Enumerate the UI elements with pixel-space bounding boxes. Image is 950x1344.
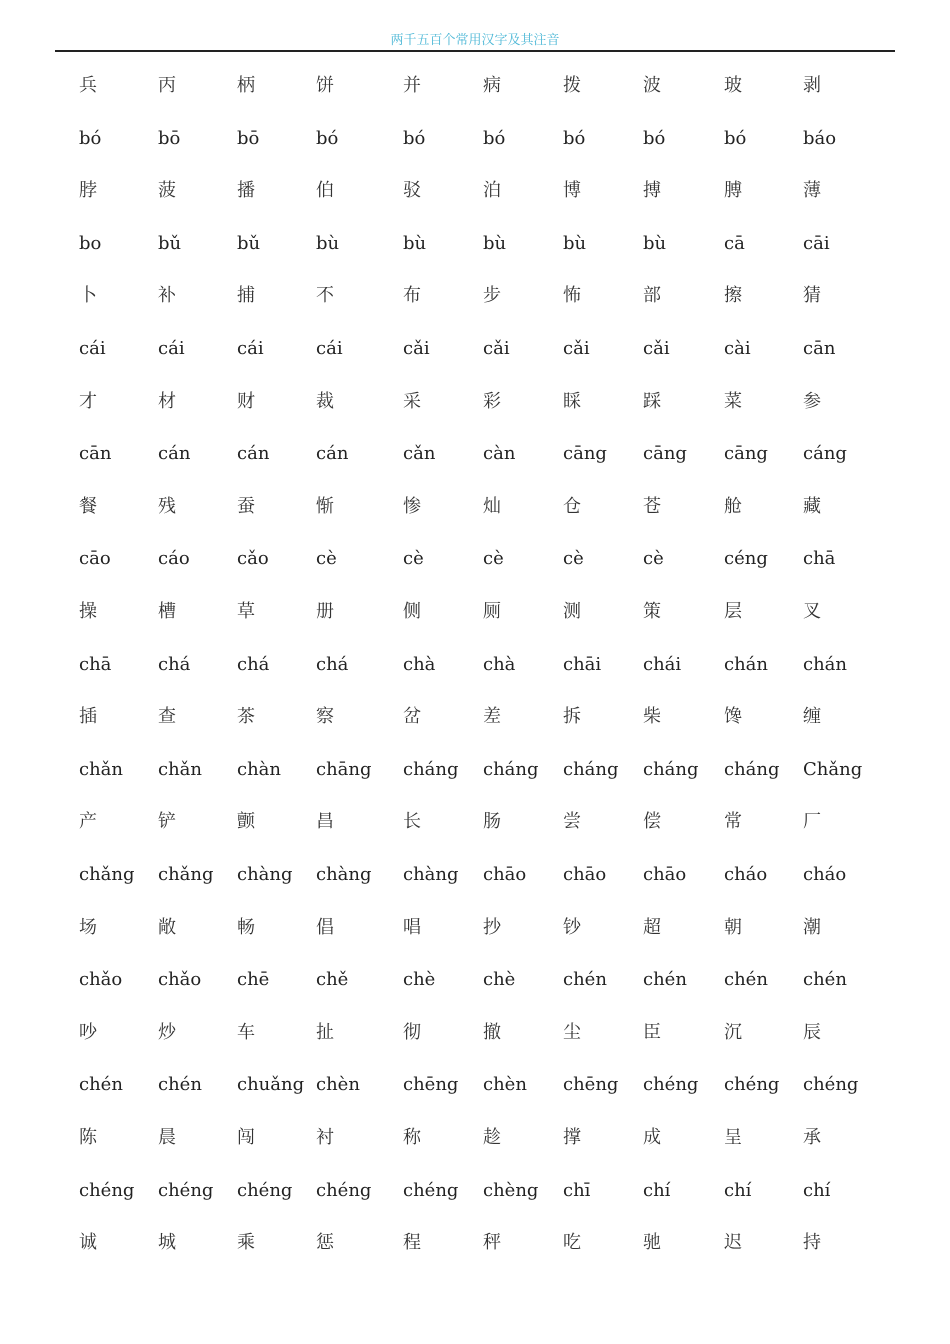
pinyin-cell: cāo	[79, 548, 111, 569]
pinyin-row	[0, 127, 950, 157]
pinyin-cell: cǎi	[483, 338, 510, 359]
hanzi-cell: 兵	[79, 75, 97, 96]
pinyin-cell: chéng	[643, 1074, 699, 1095]
pinyin-cell: cán	[237, 443, 270, 464]
pinyin-cell: bǔ	[158, 233, 182, 254]
hanzi-cell: 城	[158, 1232, 176, 1253]
pinyin-cell: chén	[563, 969, 607, 990]
hanzi-cell: 车	[237, 1022, 255, 1043]
hanzi-cell: 敞	[158, 917, 176, 938]
pinyin-cell: chéng	[79, 1180, 135, 1201]
hanzi-row	[0, 284, 950, 314]
hanzi-cell: 臣	[643, 1022, 661, 1043]
hanzi-cell: 撤	[483, 1022, 501, 1043]
hanzi-cell: 畅	[237, 917, 255, 938]
hanzi-cell: 惩	[316, 1232, 334, 1253]
hanzi-cell: 尝	[563, 811, 581, 832]
pinyin-cell: céng	[724, 548, 768, 569]
pinyin-cell: chāng	[316, 759, 372, 780]
pinyin-cell: cǎi	[563, 338, 590, 359]
hanzi-cell: 菜	[724, 391, 742, 412]
hanzi-cell: 肠	[483, 811, 501, 832]
hanzi-cell: 灿	[483, 496, 501, 517]
pinyin-cell: chāo	[643, 864, 687, 885]
hanzi-cell: 怖	[563, 285, 581, 306]
hanzi-cell: 步	[483, 285, 501, 306]
pinyin-cell: chéng	[316, 1180, 372, 1201]
hanzi-cell: 菠	[158, 180, 176, 201]
hanzi-cell: 丙	[158, 75, 176, 96]
pinyin-cell: chǎng	[79, 864, 135, 885]
pinyin-cell: bō	[237, 128, 260, 149]
hanzi-cell: 柴	[643, 706, 661, 727]
pinyin-cell: chí	[803, 1180, 831, 1201]
pinyin-cell: chāi	[563, 654, 602, 675]
hanzi-cell: 迟	[724, 1232, 742, 1253]
hanzi-cell: 炒	[158, 1022, 176, 1043]
hanzi-row	[0, 1126, 950, 1156]
hanzi-cell: 扯	[316, 1022, 334, 1043]
hanzi-cell: 场	[79, 917, 97, 938]
pinyin-cell: cān	[79, 443, 112, 464]
hanzi-cell: 钞	[563, 917, 581, 938]
pinyin-cell: chā	[79, 654, 112, 675]
hanzi-cell: 材	[158, 391, 176, 412]
pinyin-cell: cái	[158, 338, 185, 359]
pinyin-cell: cháo	[803, 864, 847, 885]
hanzi-cell: 柄	[237, 75, 255, 96]
hanzi-cell: 草	[237, 601, 255, 622]
pinyin-cell: cāi	[803, 233, 830, 254]
pinyin-cell: chēng	[403, 1074, 459, 1095]
pinyin-cell: cháo	[724, 864, 768, 885]
pinyin-cell: chèn	[316, 1074, 360, 1095]
pinyin-cell: chàn	[237, 759, 281, 780]
hanzi-row	[0, 600, 950, 630]
hanzi-cell: 伯	[316, 180, 334, 201]
pinyin-cell: chēng	[563, 1074, 619, 1095]
pinyin-cell: bó	[724, 128, 747, 149]
hanzi-cell: 产	[79, 811, 97, 832]
pinyin-cell: bó	[643, 128, 666, 149]
hanzi-cell: 病	[483, 75, 501, 96]
pinyin-cell: chén	[79, 1074, 123, 1095]
pinyin-cell: bō	[158, 128, 181, 149]
pinyin-cell: bó	[483, 128, 506, 149]
hanzi-cell: 辰	[803, 1022, 821, 1043]
hanzi-cell: 闯	[237, 1127, 255, 1148]
hanzi-cell: 擦	[724, 285, 742, 306]
hanzi-cell: 撑	[563, 1127, 581, 1148]
hanzi-cell: 槽	[158, 601, 176, 622]
hanzi-cell: 财	[237, 391, 255, 412]
hanzi-cell: 玻	[724, 75, 742, 96]
pinyin-cell: chèn	[483, 1074, 527, 1095]
pinyin-cell: chǎng	[158, 864, 214, 885]
hanzi-cell: 岔	[403, 706, 421, 727]
pinyin-cell: cǎo	[237, 548, 269, 569]
pinyin-cell: chǎn	[158, 759, 202, 780]
pinyin-cell: cè	[403, 548, 424, 569]
pinyin-cell: Chǎng	[803, 759, 863, 780]
pinyin-row	[0, 758, 950, 788]
hanzi-cell: 布	[403, 285, 421, 306]
pinyin-cell: chāo	[483, 864, 527, 885]
hanzi-cell: 呈	[724, 1127, 742, 1148]
hanzi-cell: 唱	[403, 917, 421, 938]
pinyin-cell: chàng	[403, 864, 459, 885]
hanzi-cell: 捕	[237, 285, 255, 306]
hanzi-cell: 搏	[643, 180, 661, 201]
hanzi-cell: 秤	[483, 1232, 501, 1253]
hanzi-cell: 超	[643, 917, 661, 938]
pinyin-cell: cǎn	[403, 443, 436, 464]
pinyin-cell: cái	[316, 338, 343, 359]
hanzi-cell: 抄	[483, 917, 501, 938]
hanzi-cell: 部	[643, 285, 661, 306]
hanzi-cell: 晨	[158, 1127, 176, 1148]
pinyin-row	[0, 337, 950, 367]
pinyin-cell: cái	[237, 338, 264, 359]
pinyin-cell: chǎo	[79, 969, 123, 990]
pinyin-cell: chéng	[403, 1180, 459, 1201]
pinyin-cell: bù	[563, 233, 587, 254]
hanzi-cell: 饼	[316, 75, 334, 96]
hanzi-row	[0, 1021, 950, 1051]
hanzi-cell: 舱	[724, 496, 742, 517]
pinyin-cell: bó	[79, 128, 102, 149]
pinyin-row	[0, 442, 950, 472]
pinyin-cell: cháng	[483, 759, 539, 780]
pinyin-cell: chéng	[803, 1074, 859, 1095]
pinyin-cell: chuǎng	[237, 1074, 305, 1095]
pinyin-cell: cāng	[643, 443, 687, 464]
pinyin-cell: bó	[563, 128, 586, 149]
hanzi-row	[0, 390, 950, 420]
hanzi-row	[0, 810, 950, 840]
pinyin-cell: cái	[79, 338, 106, 359]
pinyin-cell: chǎn	[79, 759, 123, 780]
hanzi-cell: 称	[403, 1127, 421, 1148]
hanzi-cell: 缠	[803, 706, 821, 727]
hanzi-cell: 苍	[643, 496, 661, 517]
hanzi-cell: 成	[643, 1127, 661, 1148]
pinyin-cell: cè	[643, 548, 664, 569]
hanzi-cell: 倡	[316, 917, 334, 938]
pinyin-cell: chē	[237, 969, 270, 990]
hanzi-row	[0, 179, 950, 209]
pinyin-cell: cháng	[403, 759, 459, 780]
hanzi-cell: 承	[803, 1127, 821, 1148]
hanzi-cell: 藏	[803, 496, 821, 517]
hanzi-cell: 查	[158, 706, 176, 727]
hanzi-cell: 参	[803, 391, 821, 412]
pinyin-cell: chě	[316, 969, 349, 990]
pinyin-cell: chén	[643, 969, 687, 990]
pinyin-cell: chéng	[158, 1180, 214, 1201]
hanzi-cell: 程	[403, 1232, 421, 1253]
hanzi-cell: 睬	[563, 391, 581, 412]
pinyin-cell: chéng	[724, 1074, 780, 1095]
pinyin-cell: cǎi	[403, 338, 430, 359]
pinyin-cell: chán	[803, 654, 847, 675]
hanzi-cell: 博	[563, 180, 581, 201]
hanzi-cell: 叉	[803, 601, 821, 622]
pinyin-row	[0, 968, 950, 998]
hanzi-cell: 昌	[316, 811, 334, 832]
pinyin-cell: chái	[643, 654, 682, 675]
pinyin-cell: báo	[803, 128, 837, 149]
pinyin-cell: cáng	[803, 443, 847, 464]
hanzi-cell: 踩	[643, 391, 661, 412]
hanzi-cell: 补	[158, 285, 176, 306]
hanzi-cell: 拆	[563, 706, 581, 727]
pinyin-cell: bó	[316, 128, 339, 149]
hanzi-cell: 拨	[563, 75, 581, 96]
hanzi-row	[0, 1231, 950, 1261]
hanzi-cell: 彻	[403, 1022, 421, 1043]
pinyin-cell: chàng	[237, 864, 293, 885]
pinyin-cell: bǔ	[237, 233, 261, 254]
hanzi-cell: 裁	[316, 391, 334, 412]
hanzi-cell: 层	[724, 601, 742, 622]
pinyin-cell: cài	[724, 338, 751, 359]
hanzi-cell: 猜	[803, 285, 821, 306]
pinyin-cell: bo	[79, 233, 102, 254]
pinyin-cell: chǎo	[158, 969, 202, 990]
hanzi-cell: 差	[483, 706, 501, 727]
pinyin-cell: cāng	[724, 443, 768, 464]
pinyin-cell: cáo	[158, 548, 190, 569]
hanzi-cell: 偿	[643, 811, 661, 832]
hanzi-cell: 陈	[79, 1127, 97, 1148]
pinyin-cell: chà	[403, 654, 436, 675]
pinyin-cell: chá	[158, 654, 191, 675]
hanzi-cell: 厂	[803, 811, 821, 832]
pinyin-cell: chén	[803, 969, 847, 990]
hanzi-cell: 茶	[237, 706, 255, 727]
hanzi-row	[0, 705, 950, 735]
hanzi-cell: 衬	[316, 1127, 334, 1148]
hanzi-cell: 蚕	[237, 496, 255, 517]
pinyin-cell: chà	[483, 654, 516, 675]
hanzi-row	[0, 916, 950, 946]
pinyin-cell: chán	[724, 654, 768, 675]
pinyin-cell: cè	[483, 548, 504, 569]
hanzi-cell: 剥	[803, 75, 821, 96]
hanzi-cell: 才	[79, 391, 97, 412]
hanzi-row	[0, 74, 950, 104]
pinyin-cell: chéng	[237, 1180, 293, 1201]
pinyin-cell: bù	[643, 233, 667, 254]
pinyin-cell: chè	[403, 969, 436, 990]
pinyin-cell: cháng	[724, 759, 780, 780]
hanzi-cell: 铲	[158, 811, 176, 832]
pinyin-row	[0, 863, 950, 893]
pinyin-row	[0, 653, 950, 683]
pinyin-cell: chí	[724, 1180, 752, 1201]
hanzi-cell: 采	[403, 391, 421, 412]
hanzi-cell: 察	[316, 706, 334, 727]
pinyin-cell: chāo	[563, 864, 607, 885]
hanzi-cell: 波	[643, 75, 661, 96]
pinyin-cell: càn	[483, 443, 516, 464]
pinyin-cell: bù	[403, 233, 427, 254]
hanzi-cell: 卜	[79, 285, 97, 306]
hanzi-cell: 吵	[79, 1022, 97, 1043]
hanzi-cell: 乘	[237, 1232, 255, 1253]
pinyin-cell: chī	[563, 1180, 591, 1201]
hanzi-cell: 常	[724, 811, 742, 832]
pinyin-cell: cè	[563, 548, 584, 569]
hanzi-cell: 驰	[643, 1232, 661, 1253]
pinyin-cell: chè	[483, 969, 516, 990]
hanzi-cell: 彩	[483, 391, 501, 412]
hanzi-cell: 册	[316, 601, 334, 622]
pinyin-cell: cháng	[563, 759, 619, 780]
pinyin-cell: cán	[158, 443, 191, 464]
pinyin-cell: cháng	[643, 759, 699, 780]
hanzi-cell: 驳	[403, 180, 421, 201]
hanzi-cell: 策	[643, 601, 661, 622]
hanzi-cell: 颤	[237, 811, 255, 832]
pinyin-cell: cán	[316, 443, 349, 464]
pinyin-cell: chá	[237, 654, 270, 675]
hanzi-cell: 沉	[724, 1022, 742, 1043]
hanzi-cell: 泊	[483, 180, 501, 201]
hanzi-cell: 惭	[316, 496, 334, 517]
hanzi-cell: 吃	[563, 1232, 581, 1253]
pinyin-cell: cè	[316, 548, 337, 569]
pinyin-cell: chàng	[316, 864, 372, 885]
hanzi-cell: 餐	[79, 496, 97, 517]
hanzi-cell: 侧	[403, 601, 421, 622]
hanzi-cell: 播	[237, 180, 255, 201]
pinyin-cell: chén	[158, 1074, 202, 1095]
hanzi-cell: 持	[803, 1232, 821, 1253]
pinyin-row	[0, 1179, 950, 1209]
hanzi-cell: 脖	[79, 180, 97, 201]
hanzi-cell: 插	[79, 706, 97, 727]
hanzi-cell: 朝	[724, 917, 742, 938]
hanzi-cell: 潮	[803, 917, 821, 938]
hanzi-cell: 诚	[79, 1232, 97, 1253]
page-title: 两千五百个常用汉字及其注音	[390, 33, 560, 48]
pinyin-cell: cǎi	[643, 338, 670, 359]
pinyin-row	[0, 1073, 950, 1103]
hanzi-cell: 膊	[724, 180, 742, 201]
pinyin-cell: cāng	[563, 443, 607, 464]
hanzi-cell: 不	[316, 285, 334, 306]
hanzi-cell: 并	[403, 75, 421, 96]
pinyin-cell: chèng	[483, 1180, 539, 1201]
pinyin-row	[0, 547, 950, 577]
hanzi-cell: 馋	[724, 706, 742, 727]
hanzi-cell: 尘	[563, 1022, 581, 1043]
hanzi-cell: 测	[563, 601, 581, 622]
hanzi-cell: 长	[403, 811, 421, 832]
pinyin-cell: bó	[403, 128, 426, 149]
pinyin-cell: chí	[643, 1180, 671, 1201]
pinyin-cell: chá	[316, 654, 349, 675]
hanzi-cell: 残	[158, 496, 176, 517]
hanzi-row	[0, 495, 950, 525]
hanzi-cell: 仓	[563, 496, 581, 517]
pinyin-cell: bù	[316, 233, 340, 254]
hanzi-cell: 操	[79, 601, 97, 622]
pinyin-row	[0, 232, 950, 262]
pinyin-cell: cā	[724, 233, 745, 254]
pinyin-cell: bù	[483, 233, 507, 254]
pinyin-cell: chén	[724, 969, 768, 990]
hanzi-cell: 趁	[483, 1127, 501, 1148]
hanzi-cell: 薄	[803, 180, 821, 201]
hanzi-cell: 厕	[483, 601, 501, 622]
hanzi-cell: 惨	[403, 496, 421, 517]
pinyin-cell: cān	[803, 338, 836, 359]
pinyin-cell: chā	[803, 548, 836, 569]
